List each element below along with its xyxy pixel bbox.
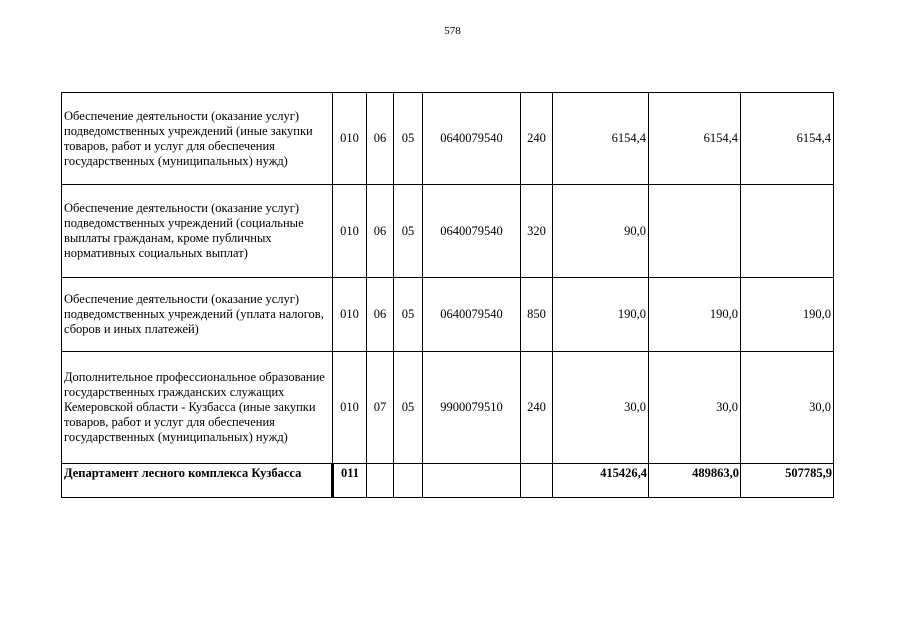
sum-year-2: 190,0 xyxy=(649,278,741,352)
sum-year-3: 30,0 xyxy=(741,352,834,464)
table-row xyxy=(62,185,834,278)
sum-year-3 xyxy=(741,185,834,278)
ministry-code: 010 xyxy=(333,352,367,464)
sum-year-2 xyxy=(649,185,741,278)
section-code: 06 xyxy=(367,93,394,185)
expense-code xyxy=(521,464,553,498)
target-code xyxy=(423,464,521,498)
target-code: 0640079540 xyxy=(423,93,521,185)
department-total-row xyxy=(62,464,834,498)
table-row xyxy=(62,93,834,185)
subsection-code: 05 xyxy=(394,352,423,464)
budget-table xyxy=(61,92,834,498)
expense-code: 320 xyxy=(521,185,553,278)
sum-year-3: 6154,4 xyxy=(741,93,834,185)
page-number: 578 xyxy=(444,25,461,37)
sum-year-2: 30,0 xyxy=(649,352,741,464)
subsection-code: 05 xyxy=(394,93,423,185)
target-code: 9900079510 xyxy=(423,352,521,464)
sum-year-1: 30,0 xyxy=(553,352,649,464)
target-code: 0640079540 xyxy=(423,278,521,352)
sum-year-2: 489863,0 xyxy=(649,464,741,498)
subsection-code xyxy=(394,464,423,498)
table-row xyxy=(62,352,834,464)
sum-year-1: 190,0 xyxy=(553,278,649,352)
ministry-code: 010 xyxy=(333,185,367,278)
ministry-code: 010 xyxy=(333,278,367,352)
row-name: Обеспечение деятельности (оказание услуг) подведомственных учреждений (иные закупки товаров, работ и услуг для обеспечения государственных (муниципальных) нужд) xyxy=(62,93,333,185)
section-code: 06 xyxy=(367,278,394,352)
ministry-code: 011 xyxy=(333,464,367,498)
sum-year-3: 190,0 xyxy=(741,278,834,352)
row-name: Обеспечение деятельности (оказание услуг) подведомственных учреждений (уплата налогов, сборов и иных платежей) xyxy=(62,278,333,352)
sum-year-1: 415426,4 xyxy=(553,464,649,498)
target-code: 0640079540 xyxy=(423,185,521,278)
section-code: 07 xyxy=(367,352,394,464)
expense-code: 240 xyxy=(521,352,553,464)
row-name: Департамент лесного комплекса Кузбасса xyxy=(62,464,333,498)
sum-year-2: 6154,4 xyxy=(649,93,741,185)
ministry-code: 010 xyxy=(333,93,367,185)
expense-code: 240 xyxy=(521,93,553,185)
row-name: Дополнительное профессиональное образование государственных гражданских служащих Кемеровской области - Кузбасса (иные закупки товаров, работ и услуг для обеспечения государственных (муниципальных) нужд) xyxy=(62,352,333,464)
row-name: Обеспечение деятельности (оказание услуг) подведомственных учреждений (социальные выплаты гражданам, кроме публичных нормативных социальных выплат) xyxy=(62,185,333,278)
sum-year-3: 507785,9 xyxy=(741,464,834,498)
subsection-code: 05 xyxy=(394,185,423,278)
sum-year-1: 6154,4 xyxy=(553,93,649,185)
expense-code: 850 xyxy=(521,278,553,352)
subsection-code: 05 xyxy=(394,278,423,352)
table-row xyxy=(62,278,834,352)
sum-year-1: 90,0 xyxy=(553,185,649,278)
section-code xyxy=(367,464,394,498)
section-code: 06 xyxy=(367,185,394,278)
